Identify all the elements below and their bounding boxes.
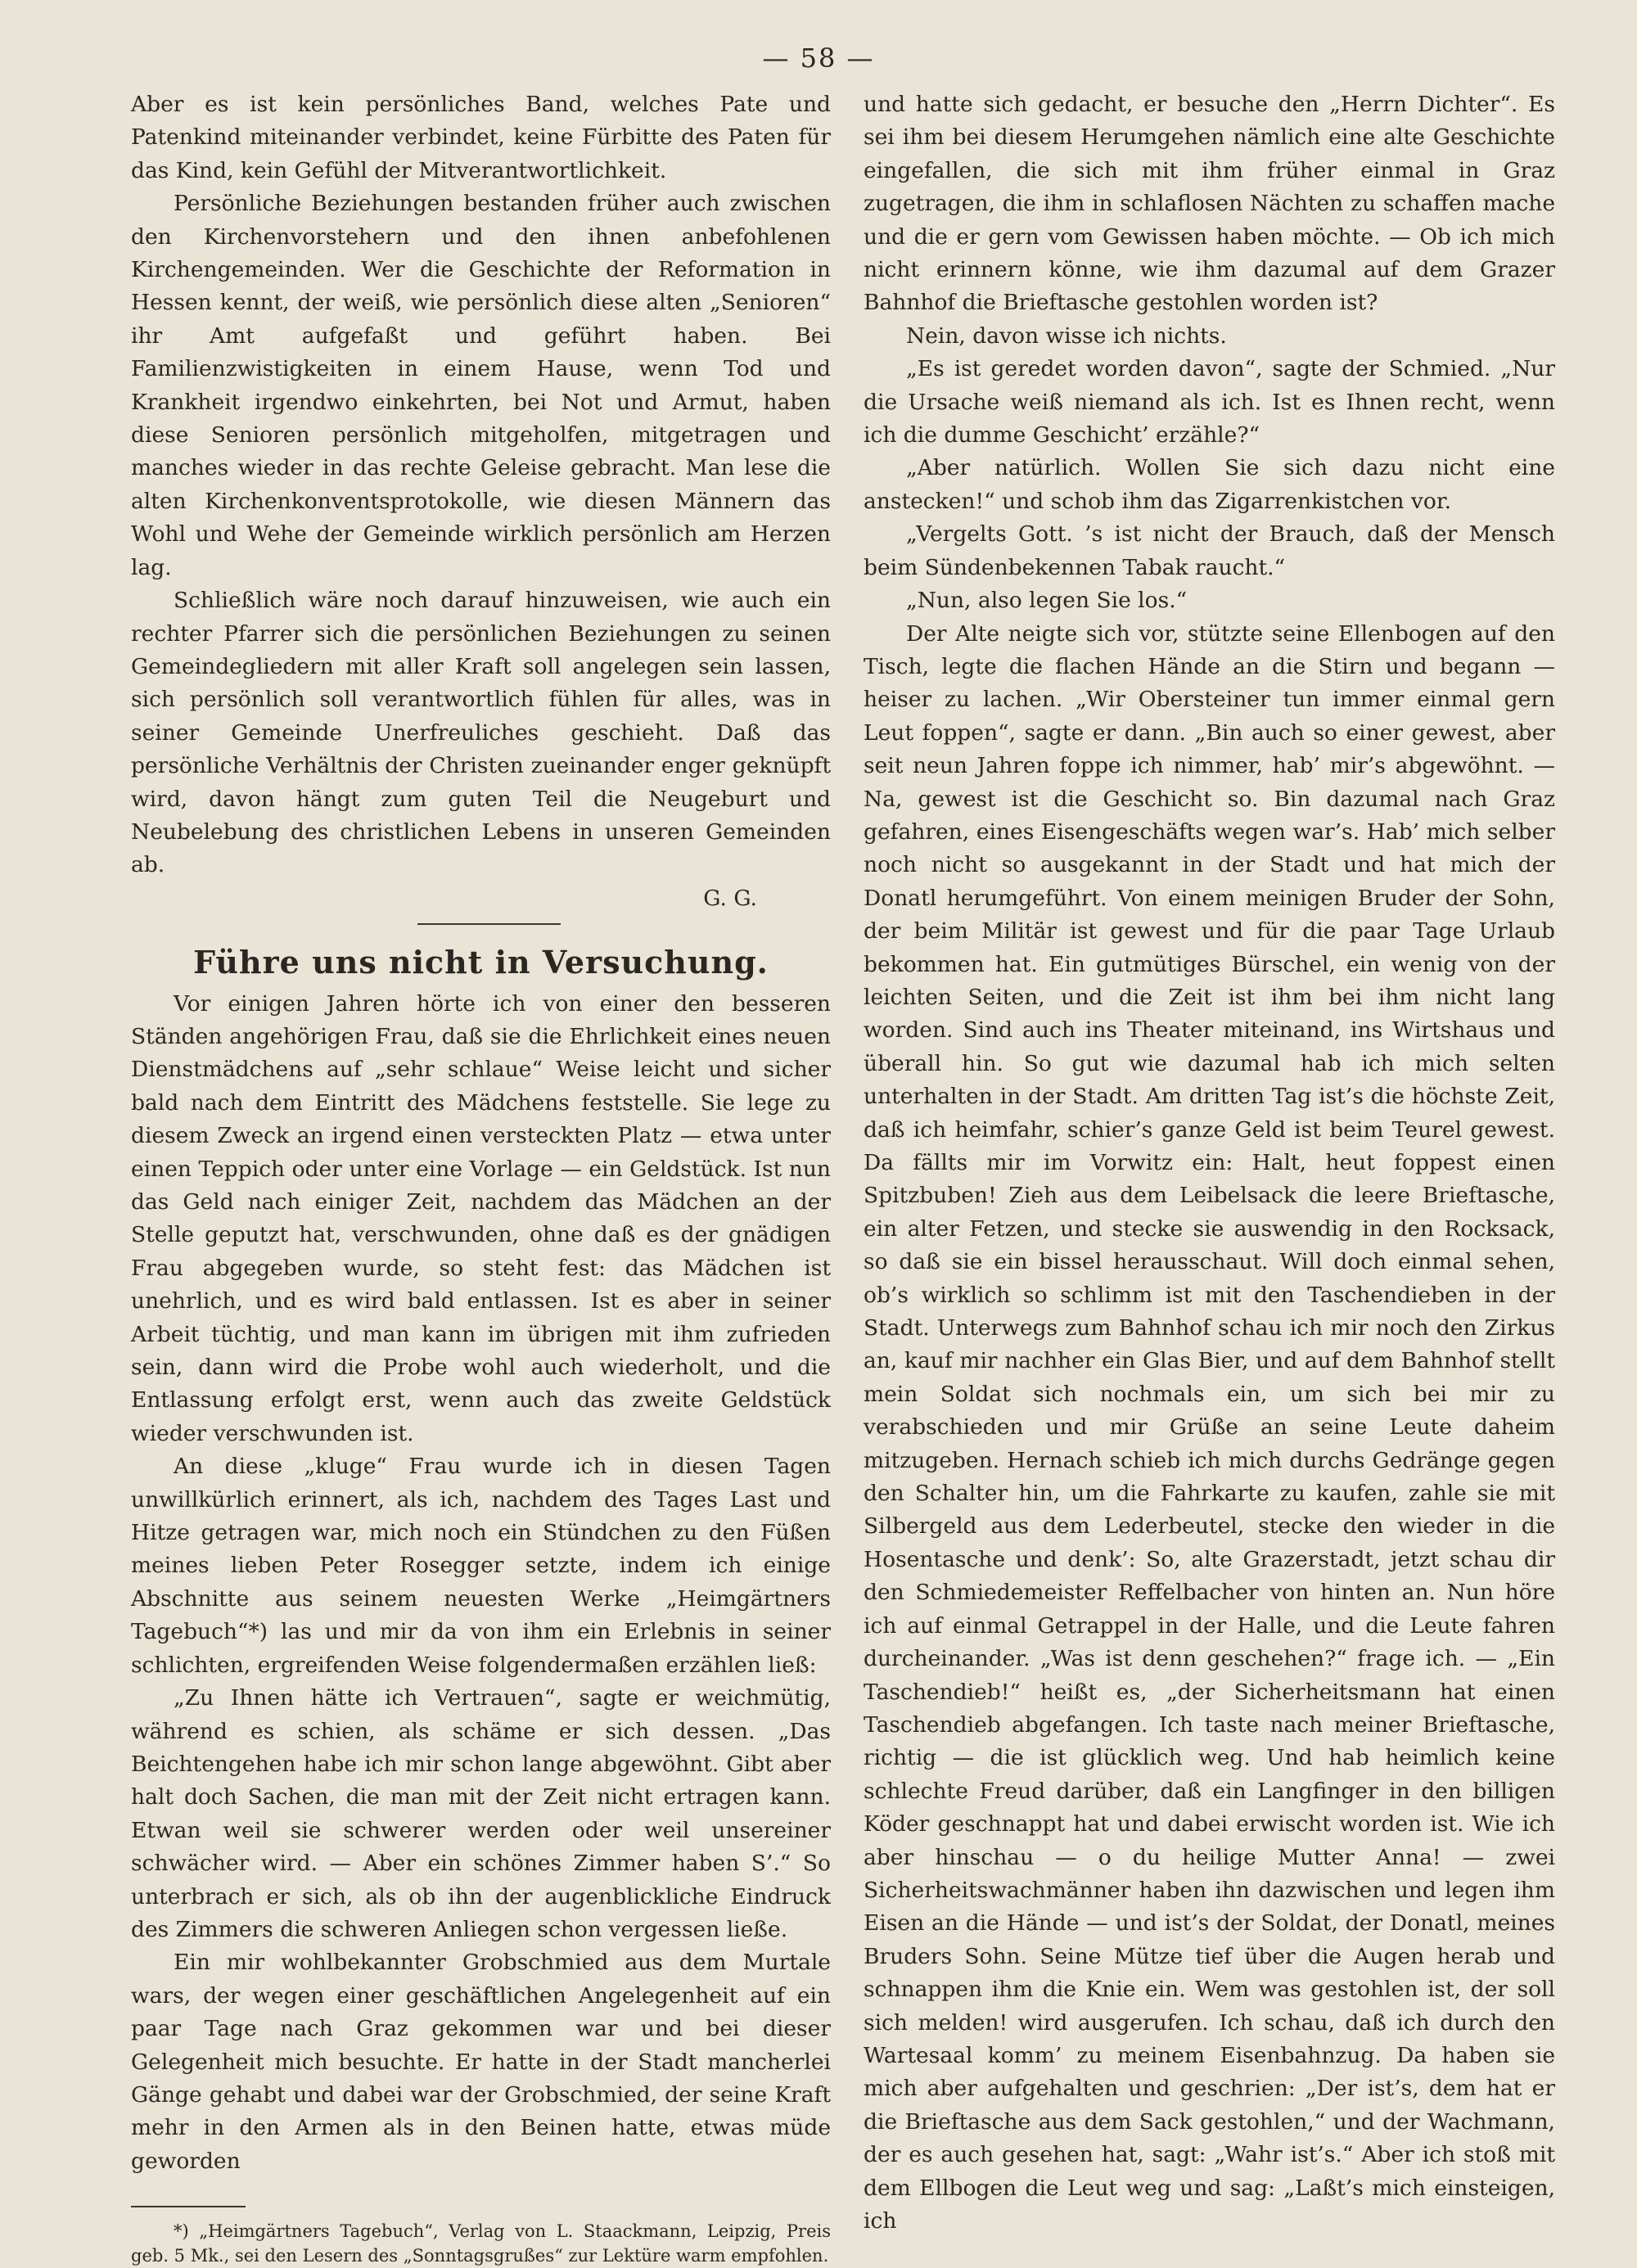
footnote: *) „Heimgärtners Tagebuch“, Verlag von L. Staackmann, Leipzig, Preis geb. 5 Mk., sei den Lesern des „Sonntagsgrußes“ zur Lektüre warm empfohlen. bbox=[131, 2221, 831, 2266]
footnote-divider bbox=[131, 2206, 246, 2207]
paragraph: Der Alte neigte sich vor, stützte seine Ellenbogen auf den Tisch, legte die flachen Hände an die Stirn und begann — heiser zu lachen. „Wir Obersteiner tun immer einmal gern Leut foppen“, sagte er dann. „Bin auch so einer gewest, aber seit neun Jahren foppe ich nimmer, hab’ mir’s abgewöhnt. — Na, gewest ist die Geschicht so. Bin dazumal nach Graz gefahren, eines Eisengeschäfts wegen war’s. Hab’ mich selber noch nicht so ausgekannt in der Stadt und hat mich der Donatl herumgeführt. Von einem meinigen Bruder der Sohn, der beim Militär ist gewest und für die paar Tage Urlaub bekommen hat. Ein gutmütiges Bürschel, ein wenig von der leichten Seiten, und die Zeit ist ihm bei ihm nicht lang worden. Sind auch ins Theater miteinand, ins Wirtshaus und überall hin. So gut wie dazumal hab ich mich selten unterhalten in der Stadt. Am dritten Tag ist’s die höchste Zeit, daß ich heimfahr, schier’s ganze Geld ist beim Teurel gewest. Da fällts mir im Vorwitz ein: Halt, heut foppest einen Spitzbuben! Zieh aus dem Leibelsack die leere Brieftasche, ein alter Fetzen, und stecke sie auswendig in den Rocksack, so daß sie ein bissel herausschaut. Will doch einmal sehen, ob’s wirklich so schlimm ist mit den Taschendieben in der Stadt. Unterwegs zum Bahnhof schau ich mir noch den Zirkus an, kauf mir nachher ein Glas Bier, und auf dem Bahnhof stellt mein Soldat sich nochmals ein, um sich bei mir zu verabschieden und mir Grüße an seine Leute daheim mitzugeben. Hernach schieb ich mich durchs Gedränge gegen den Schalter hin, um die Fahrkarte zu kaufen, zahle sie mit Silbergeld aus dem Lederbeutel, stecke den wieder in die Hosentasche und denk’: So, alte Grazerstadt, jetzt schau dir den Schmiedemeister Reffelbacher von hinten an. Nun höre ich auf einmal Getrappel in der Halle, und die Leute fahren durcheinander. „Was ist denn geschehen?“ frage ich. — „Ein Taschendieb!“ heißt es, „der Sicherheitsmann hat einen Taschendieb abgefangen. Ich taste nach meiner Brieftasche, richtig — die ist glücklich weg. Und hab heimlich keine schlechte Freud darüber, daß ein Langfinger in den billigen Köder geschnappt hat und dabei erwischt worden ist. Wie ich aber hinschau — o du heilige Mutter Anna! — zwei Sicherheitswachmänner haben ihn dazwischen und legen ihm Eisen an die Hände — und ist’s der Soldat, der Donatl, meines Bruders Sohn. Seine Mütze tief über die Augen herab und schnappen ihm die Knie ein. Wem was gestohlen ist, der soll sich melden! wird ausgerufen. Ich schau, daß ich durch den Wartesaal komm’ zu meinem Eisenbahnzug. Da haben sie mich aber aufgehalten und geschrien: „Der ist’s, dem hat er die Brieftasche aus dem Sack gestohlen,“ und der Wachmann, der es auch gesehen hat, sagt: „Wahr ist’s.“ Aber ich stoß mit dem Ellbogen die Leut weg und sag: „Laßt’s mich einsteigen, ich bbox=[864, 620, 1555, 2234]
signature: G. G. bbox=[703, 885, 757, 911]
paragraph: Persönliche Beziehungen bestanden früher auch zwischen den Kirchenvorstehern und den ihnen anbefohlenen Kirchengemeinden. Wer die Geschichte der Reformation in Hessen kennt, der weiß, wie persönlich diese alten „Senioren“ ihr Amt aufgefaßt und geführt haben. Bei Familienzwistigkeiten in einem Hause, wenn Tod und Krankheit irgendwo einkehrten, bei Not und Armut, haben diese Senioren persönlich mitgeholfen, mitgetragen und manches wieder in das rechte Geleise gebracht. Man lese die alten Kirchenkonventsprotokolle, wie diesen Männern das Wohl und Wehe der Gemeinde wirklich persönlich am Herzen lag. bbox=[131, 191, 831, 580]
paragraph: An diese „kluge“ Frau wurde ich in diesen Tagen unwillkürlich erinnert, als ich, nachdem des Tages Last und Hitze getragen war, mich noch ein Stündchen zu den Füßen meines lieben Peter Rosegger setzte, indem ich einige Abschnitte aus seinem neuesten Werke „Heimgärtners Tagebuch“*) las und mir da von ihm ein Erlebnis in seiner schlichten, ergreifenden Weise folgendermaßen erzählen ließ: bbox=[131, 1454, 831, 1678]
paragraph: Ein mir wohlbekannter Grobschmied aus dem Murtale wars, der wegen einer geschäftlichen Angelegenheit auf ein paar Tage nach Graz gekommen war und bei dieser Gelegenheit mich besuchte. Er hatte in der Stadt mancherlei Gänge gehabt und dabei war der Grobschmied, der seine Kraft mehr in den Armen als in den Beinen hatte, etwas müde geworden bbox=[131, 1950, 831, 2174]
section-divider bbox=[417, 923, 561, 925]
paragraph: Nein, davon wisse ich nichts. bbox=[906, 322, 1227, 349]
left-column bbox=[131, 88, 831, 2268]
right-column bbox=[864, 88, 1555, 2238]
paragraph: Aber es ist kein persönliches Band, welches Pate und Patenkind miteinander verbindet, keine Fürbitte des Paten für das Kind, kein Gefühl der Mitverantwortlichkeit. bbox=[131, 92, 831, 183]
paragraph: Schließlich wäre noch darauf hinzuweisen, wie auch ein rechter Pfarrer sich die persönlichen Beziehungen zu seinen Gemeindegliedern mit aller Kraft soll angelegen sein lassen, sich persönlich soll verantwortlich fühlen für alles, was in seiner Gemeinde Unerfreuliches geschieht. Daß das persönliche Verhältnis der Christen zueinander enger geknüpft wird, davon hängt zum guten Teil die Neugeburt und Neubelebung des christlichen Lebens in unseren Gemeinden ab. bbox=[131, 588, 831, 878]
paragraph: und hatte sich gedacht, er besuche den „Herrn Dichter“. Es sei ihm bei diesem Herumgehen nämlich eine alte Geschichte eingefallen, die sich mit ihm früher einmal in Graz zugetragen, die ihm in schlaflosen Nächten zu schaffen mache und die er gern vom Gewissen haben möchte. — Ob ich mich nicht erinnern könne, wie ihm dazumal auf dem Grazer Bahnhof die Brieftasche gestohlen worden ist? bbox=[864, 92, 1555, 316]
article-heading: Führe uns nicht in Versuchung. bbox=[193, 944, 769, 981]
paragraph: „Zu Ihnen hätte ich Vertrauen“, sagte er weichmütig, während es schien, als schäme er sich dessen. „Das Beichtengehen habe ich mir schon lange abgewöhnt. Gibt aber halt doch Sachen, die man mit der Zeit nicht ertragen kann. Etwan weil sie schwerer werden oder weil unsereiner schwächer wird. — Aber ein schönes Zimmer haben S’.“ So unterbrach er sich, als ob ihn der augenblickliche Eindruck des Zimmers die schweren Anliegen schon vergessen ließe. bbox=[131, 1685, 831, 1942]
paragraph: Vor einigen Jahren hörte ich von einer den besseren Ständen angehörigen Frau, daß sie die Ehrlichkeit eines neuen Dienstmädchens auf „sehr schlaue“ Weise leicht und sicher bald nach dem Eintritt des Mädchens feststelle. Sie lege zu diesem Zweck an irgend einen versteckten Platz — etwa unter einen Teppich oder unter eine Vorlage — ein Geldstück. Ist nun das Geld nach einiger Zeit, nachdem das Mädchen an der Stelle geputzt hat, verschwunden, ohne daß es der gnädigen Frau abgegeben wurde, so steht fest: das Mädchen ist unehrlich, und es wird bald entlassen. Ist es aber in seiner Arbeit tüchtig, und man kann im übrigen mit ihm zufrieden sein, dann wird die Probe wohl auch wiederholt, und die Entlassung erfolgt erst, wenn auch das zweite Geldstück wieder verschwunden ist. bbox=[131, 990, 831, 1446]
paragraph: „Es ist geredet worden davon“, sagte der Schmied. „Nur die Ursache weiß niemand als ich. Ist es Ihnen recht, wenn ich die dumme Geschicht’ erzähle?“ bbox=[864, 356, 1555, 449]
page-number: — 58 — bbox=[762, 43, 875, 74]
paragraph: „Aber natürlich. Wollen Sie sich dazu nicht eine anstecken!“ und schob ihm das Zigarrenkistchen vor. bbox=[864, 455, 1555, 514]
paragraph: „Vergelts Gott. ’s ist nicht der Brauch, daß der Mensch beim Sündenbekennen Tabak raucht.“ bbox=[864, 521, 1555, 580]
paragraph: „Nun, also legen Sie los.“ bbox=[906, 588, 1188, 614]
